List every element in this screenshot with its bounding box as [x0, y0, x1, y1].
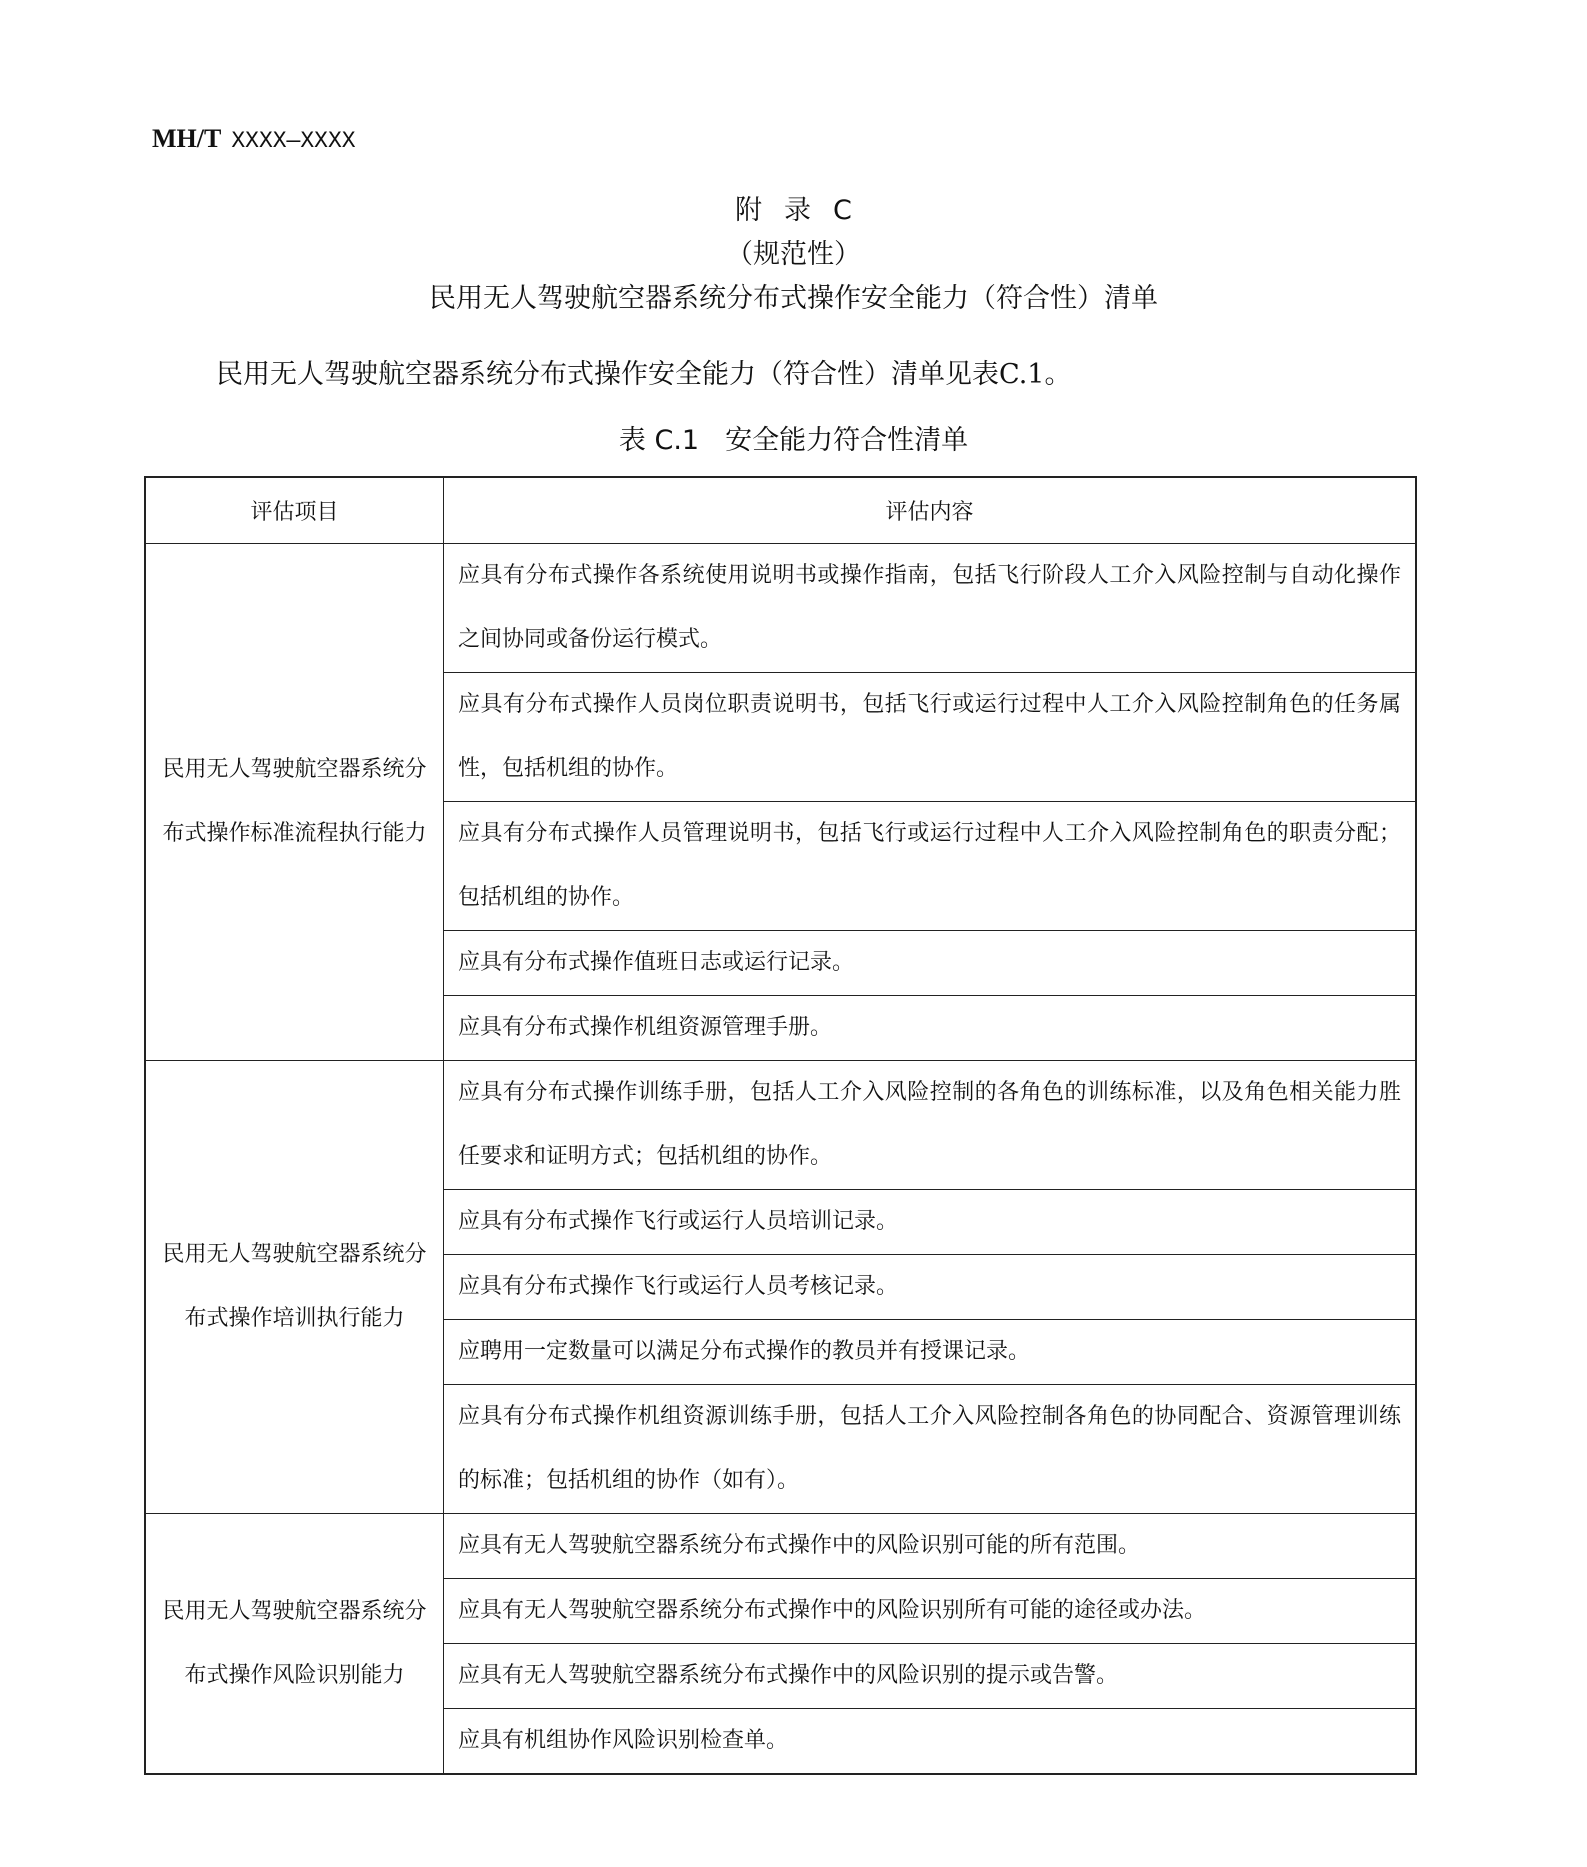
- column-header-item: 评估项目: [145, 477, 444, 544]
- annex-type: （规范性）: [726, 239, 861, 270]
- table-row: [145, 544, 1416, 673]
- table-row: [145, 1514, 1416, 1579]
- assessment-content-cell: 应具有无人驾驶航空器系统分布式操作中的风险识别可能的所有范围。: [444, 1514, 1417, 1579]
- table-row: [145, 1061, 1416, 1190]
- table-caption-title: 安全能力符合性清单: [725, 425, 969, 456]
- assessment-content-cell: 应具有分布式操作飞行或运行人员培训记录。: [444, 1190, 1417, 1255]
- intro-paragraph: 民用无人驾驶航空器系统分布式操作安全能力（符合性）清单见表C.1。: [216, 359, 1072, 390]
- standard-number: XXXX—XXXX: [231, 128, 356, 154]
- assessment-content-cell: 应具有分布式操作各系统使用说明书或操作指南，包括飞行阶段人工介入风险控制与自动化操作之间协同或备份运行模式。: [444, 544, 1417, 673]
- table-caption-number: 表 C.1: [618, 425, 700, 456]
- assessment-item-cell: 民用无人驾驶航空器系统分布式操作培训执行能力: [145, 1061, 444, 1514]
- column-header-content: 评估内容: [444, 477, 1417, 544]
- table-caption: [0, 418, 1587, 457]
- assessment-item-cell: 民用无人驾驶航空器系统分布式操作标准流程执行能力: [145, 544, 444, 1061]
- assessment-content-cell: 应具有分布式操作飞行或运行人员考核记录。: [444, 1255, 1417, 1320]
- annex-label: 附录C: [735, 195, 874, 226]
- compliance-checklist-table: [144, 476, 1417, 1775]
- assessment-content-cell: 应聘用一定数量可以满足分布式操作的教员并有授课记录。: [444, 1320, 1417, 1385]
- standard-code: [152, 124, 356, 154]
- annex-title: 民用无人驾驶航空器系统分布式操作安全能力（符合性）清单: [429, 283, 1158, 314]
- assessment-content-cell: 应具有分布式操作人员岗位职责说明书，包括飞行或运行过程中人工介入风险控制角色的任务属性，包括机组的协作。: [444, 673, 1417, 802]
- assessment-content-cell: 应具有分布式操作机组资源训练手册，包括人工介入风险控制各角色的协同配合、资源管理训练的标准；包括机组的协作（如有）。: [444, 1385, 1417, 1514]
- assessment-content-cell: 应具有分布式操作人员管理说明书，包括飞行或运行过程中人工介入风险控制角色的职责分配；包括机组的协作。: [444, 802, 1417, 931]
- assessment-content-cell: 应具有分布式操作机组资源管理手册。: [444, 996, 1417, 1061]
- assessment-content-cell: 应具有机组协作风险识别检查单。: [444, 1709, 1417, 1775]
- assessment-content-cell: 应具有无人驾驶航空器系统分布式操作中的风险识别的提示或告警。: [444, 1644, 1417, 1709]
- assessment-content-cell: 应具有分布式操作值班日志或运行记录。: [444, 931, 1417, 996]
- assessment-item-cell: 民用无人驾驶航空器系统分布式操作风险识别能力: [145, 1514, 444, 1775]
- assessment-content-cell: 应具有分布式操作训练手册，包括人工介入风险控制的各角色的训练标准，以及角色相关能力胜任要求和证明方式；包括机组的协作。: [444, 1061, 1417, 1190]
- assessment-content-cell: 应具有无人驾驶航空器系统分布式操作中的风险识别所有可能的途径或办法。: [444, 1579, 1417, 1644]
- table-header-row: [145, 477, 1416, 544]
- standard-prefix: MH/T: [152, 124, 222, 153]
